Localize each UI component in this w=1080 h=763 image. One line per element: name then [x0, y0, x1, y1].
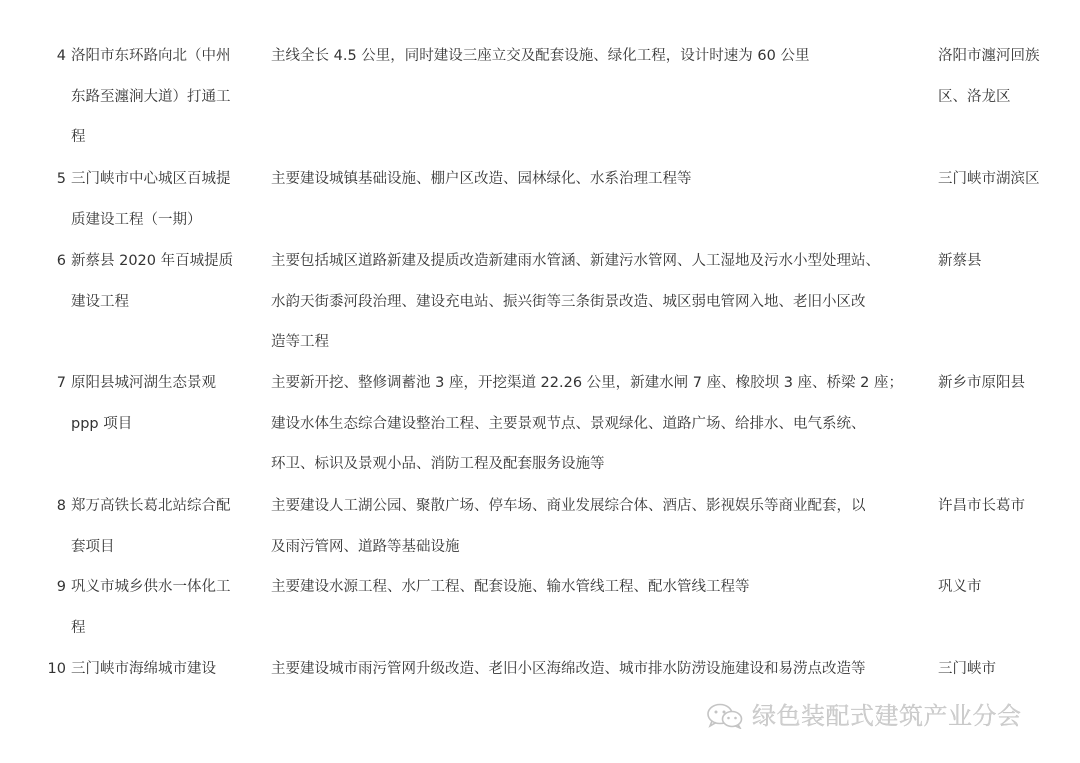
project-location: 三门峡市湖滨区 — [938, 171, 1040, 187]
row-number: 7 — [56, 375, 66, 391]
project-name: 新蔡县 2020 年百城提质 建设工程 — [71, 253, 234, 310]
project-name: 巩义市城乡供水一体化工 程 — [71, 579, 231, 636]
project-name: 三门峡市海绵城市建设 — [71, 661, 216, 677]
project-name: 三门峡市中心城区百城提 质建设工程（一期） — [71, 171, 231, 228]
project-name: 洛阳市东环路向北（中州 东路至瀍涧大道）打通工 程 — [71, 48, 231, 145]
project-description: 主要建设城市雨污管网升级改造、老旧小区海绵改造、城市排水防涝设施建设和易涝点改造等 — [271, 661, 866, 677]
watermark — [706, 700, 1022, 732]
project-location: 巩义市 — [938, 579, 982, 595]
row-number: 9 — [56, 579, 66, 595]
project-location: 新乡市原阳县 — [938, 375, 1025, 391]
watermark-text: 绿色装配式建筑产业分会 — [752, 702, 1022, 730]
project-description: 主线全长 4.5 公里，同时建设三座立交及配套设施、绿化工程，设计时速为 60 公里 — [271, 48, 810, 64]
row-number: 4 — [56, 48, 66, 64]
project-description: 主要建设水源工程、水厂工程、配套设施、输水管线工程、配水管线工程等 — [271, 579, 750, 595]
row-number: 5 — [56, 171, 66, 187]
project-location: 三门峡市 — [938, 661, 996, 677]
project-description: 主要包括城区道路新建及提质改造新建雨水管涵、新建污水管网、人工湿地及污水小型处理站、 水韵天街黍河段治理、建设充电站、振兴街等三条街景改造、城区弱电管网入地、老旧小区改 造等工程 — [271, 253, 880, 350]
project-description: 主要建设人工湖公园、聚散广场、停车场、商业发展综合体、酒店、影视娱乐等商业配套，以 及雨污管网、道路等基础设施 — [271, 498, 866, 555]
project-location: 许昌市长葛市 — [938, 498, 1025, 514]
row-number: 6 — [56, 253, 66, 269]
row-number: 8 — [56, 498, 66, 514]
project-name: 原阳县城河湖生态景观 ppp 项目 — [71, 375, 216, 432]
row-number: 10 — [47, 661, 66, 677]
project-description: 主要建设城镇基础设施、棚户区改造、园林绿化、水系治理工程等 — [271, 171, 692, 187]
wechat-icon — [706, 703, 744, 729]
project-location: 洛阳市瀍河回族 区、洛龙区 — [938, 48, 1040, 105]
project-location: 新蔡县 — [938, 253, 982, 269]
project-name: 郑万高铁长葛北站综合配 套项目 — [71, 498, 231, 555]
project-description: 主要新开挖、整修调蓄池 3 座，开挖渠道 22.26 公里，新建水闸 7 座、橡胶坝 3 座、桥梁 2 座； 建设水体生态综合建设整治工程、主要景观节点、景观绿化、道路广场、给排水、电气系统、 环卫、标识及景观小品、消防工程及配套服务设施等 — [271, 375, 903, 472]
